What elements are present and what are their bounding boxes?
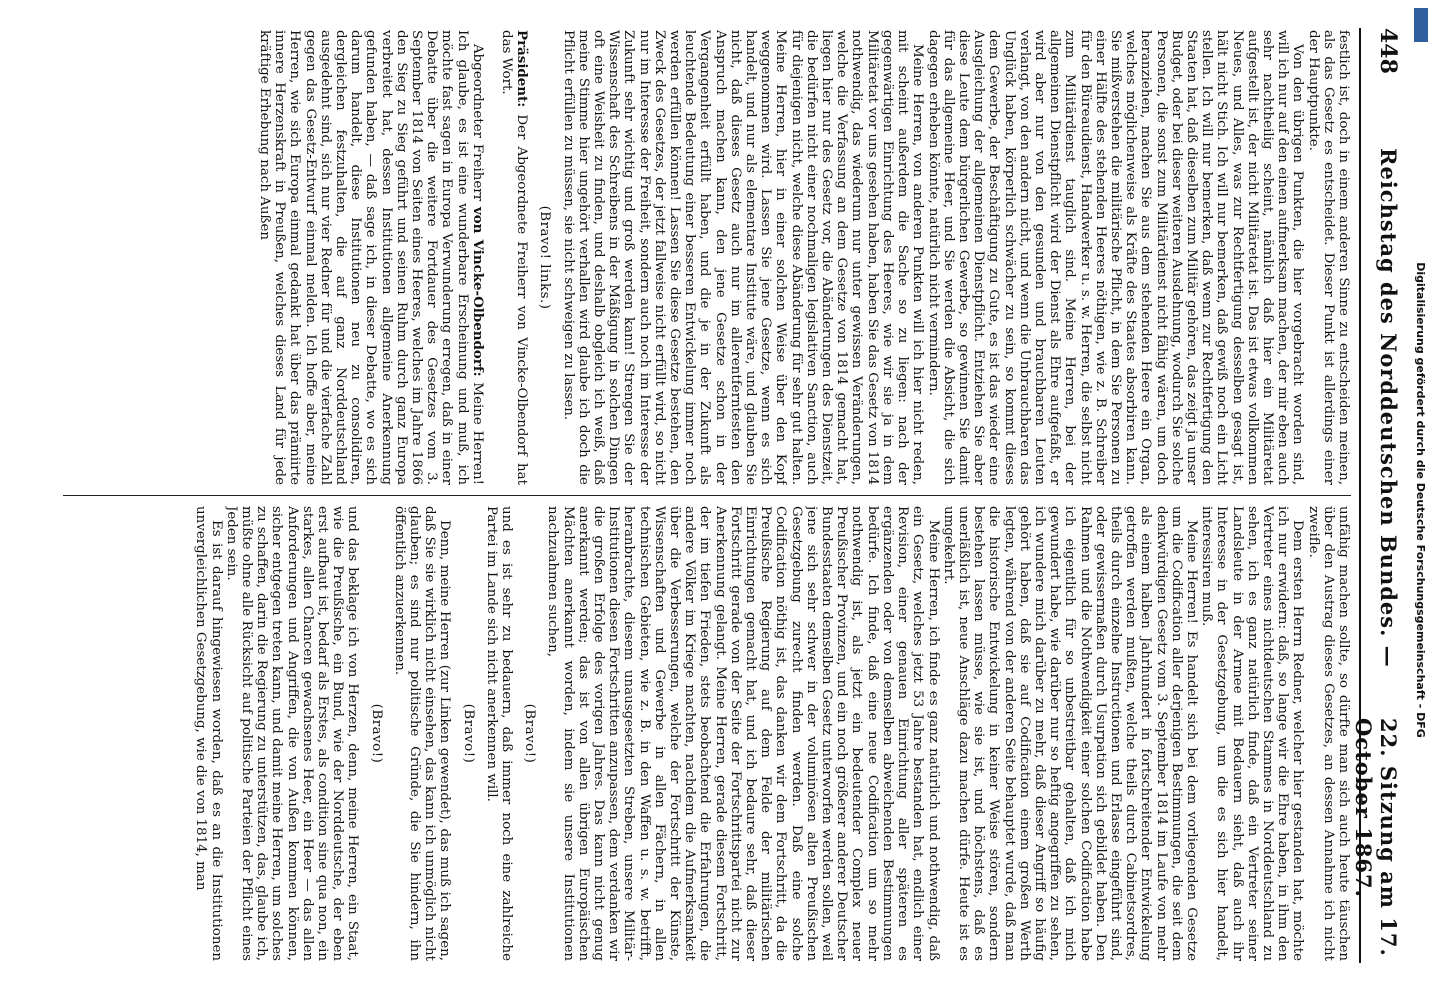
paragraph: Denn, meine Herren (zur Linken gewendet), das muß ich sagen, daß Sie sie wirklich nicht einsehen, das kann ich unmöglich nicht glauben; es sind nur politische Gründe, die Sie hindern, ihn öffentlich anzuerkennen. (391, 506, 453, 961)
paragraph: Meine Herren, von anderen Punkten will ich hier nicht reden, mit scheint außerdem die Sache so zu liegen: nach der gegenwärtigen Einrichtung des Heeres, wie wir sie ja in dem Militäretat vor uns gesehen haben, haben Sie das Gesetz von 1814 nothwendig, das wiederum nur unter gewissen Veränderungen, welche die Verfassung an dem Gesetze von 1814 gemacht hat, liegen hier nur des Gesetz vor, die Abänderungen des Dienstzeit, die bedürfen nicht einer nochmaligen legislativen Sanction, auch für diejenigen nicht, welche diese Abänderung für sehr gut halten. Meine Herren, hier in einer solchen Weise über den Kopf weggenommen wird. Lassen Sie jene Gesetze, wenn es sich handelt, und nur als elementare Institute wäre, und glauben Sie nicht, daß dieses Gesetz auch nur im allerentferntesten den Anspruch machen kann, den jene Gesetze schon in der Vergangenheit erfüllt haben, und die je in der Zukunft als leuchtende Bedeutung einer besseren Entwickelung immer noch werden erfüllen können! Lassen Sie diese Gesetze bestehen, den Zweck des Gesetzes, der jetzt fallweise nicht erfüllt wird, so nicht nur im Interesse der Freiheit, sondern auch noch im Interesse der Zukunft sehr wichtig und groß werden kann! Strengen Sie der Wissenschaft des Schreibens in der Mäßigung in solchen Dingen oft eine Weisheit zu finden, und deshalb obgleich ich weiß, daß meine Stimme hier ungehört verhallen wird glaube ich doch die Pflicht erfüllen zu müssen, sie nicht schweigen zu lassen. (560, 30, 926, 485)
paragraph: Meine Herren, ich finde es ganz natürlich und nothwendig, daß ein Gesetz, welches jetzt 53 Jahre bestanden hat, endlich einer Revision, einer genauen Einrichtung aller späteren es ergänzenden oder von demselben abweichenden Bestimmungen bedürfe. Ich finde, daß eine neue Codification um so mehr nothwendig ist, als jetzt ein bedeutender Complex neuer Preußischer Provinzen, und ein noch größerer anderer Deutscher Bundesstaaten demselben Gesetz unterworfen werden sollen, weil jene sich sehr schwer in der voluminösen alten Preußischen Gesetzgebung zurecht finden werden. Daß eine solche Codification nöthig ist, das danken wir dem Fortschritt, da die Preußische Regierung auf dem Felde der militärischen Einrichtungen gemacht hat, und ich bedaure sehr, daß dieser Fortschritt gerade von der Seite der Fortschrittspartei nicht zur Anerkennung gelangt. Meine Herren, gerade diesem Fortschritt, der im tiefen Frieden, stets beobachtend die Erfahrungen, die andere Völker im Kriege machten, nachdem die Aufmerksamkeit über die Verbesserungen, welche der Fortschritt der Künste, Wissenschaften und Gewerbe in allen Fächern, in allen technischen Gebieten, wie z. B. in den Waffen u. s. w. betrifft, heranbrachte, diesem unausgesetzten Streben, unsere Militär-Institutionen diesen Fortschritten anzupassen, dem verdanken wir die großen Erfolge des vorigen Jahres. Das kann nicht genug anerkannt werden; das ist von allen übrigen Europäischen Mächten anerkannt worden, indem sie unsere Institutionen nachzuahmen suchen, (545, 506, 941, 961)
digitization-note (1411, 6, 1427, 994)
stage-direction: (Bravo!) (368, 703, 384, 764)
digitization-note-text: Digitalisierung gefördert durch die Deutsche Forschungsgemeinschaft - DFG (1414, 262, 1427, 738)
paragraph: und es ist sehr zu bedauern, daß immer noch eine zahlreiche Partei im Lande sich nicht anerkennen will. (483, 506, 515, 961)
left-column (43, 30, 1351, 485)
paragraph: unfähig machen sollte, so dürfte man sich auch heute täuschen über den Austrag dieses Gesetzes, an dessen Annahme ich nicht zweifle. (1305, 506, 1351, 961)
president-text: Der Abgeordnete Freiherr von Vincke-Olbendorf hat das Wort. (499, 30, 530, 485)
scanned-page (3, 8, 1413, 983)
page-number: 448 (1375, 28, 1401, 74)
header-right-title: 22. Sitzung am 17. October 1867. (1351, 718, 1401, 957)
speech-paragraph (257, 30, 485, 485)
stage-direction: (Bravo! links.) (537, 205, 553, 310)
right-column (43, 506, 1351, 961)
paragraph: Es ist darauf hingewiesen worden, daß es an die Institutionen unvergleichlichen Gesetzgebung, wie die von 1814, man (193, 506, 224, 961)
running-head (1351, 28, 1407, 963)
paragraph: Meine Herren! Es handelt sich bei dem vorliegenden Gesetze um die Codification aller derjenigen Bestimmungen, die seit dem denkwürdigen Gesetz vom 3. September 1814 im Laufe von mehr als einem halben Jahrhundert in fortschreitender Entwickelung getroffen werden mußten, welche theils durch Cabinetsordres, theils durch einzelne Instructionen und Erlasse eingeführt sind, oder gewissermaßen durch Usurpation sich gebildet haben. Den Rahmen und die Nothwendigkeit einer solchen Codification habe ich eigentlich für so unbestreitbar gehalten, daß ich mich gewundert habe, wie darüber nur so heftig angegriffen zu sehen, ich wundere mich darüber zu mehr, daß dieser Angriff so häufig gehört haben, daß sie auf Codification einem großen Werth legten, während von der anderen Seite behauptet wurde, daß man die historische Entwickelung in keiner Weise stören, sondern bestehen lassen müsse, wie sie ist, und höchstens, daß es unerläßlich ist, neue Anschläge dazu machen dürfe. Heute ist es umgekehrt. (940, 506, 1199, 961)
paragraph: Dem ersten Herrn Redner, welcher hier gestanden hat, möchte ich nur erwidern: daß, so lange wir die Ehre haben, in ihm den Vertreter eines nichtdeutschen Stammes in Norddeutschland zu sehen, ich es ganz natürlich finde, daß ein Vertreter seiner Landsleute in der Armee mit Bedauern sieht, daß auch ihr Interesse in der Gesetzgebung, um die es sich hier handelt, interessiren muß. (1199, 506, 1306, 961)
paragraph: Von den übrigen Punkten, die hier vorgebracht worden sind, will ich nur auf den einen aufmerksam machen, der mir eben auch sehr nachtheilig scheint, nämlich daß hier ein Militäretat aufgestellt ist, der nicht Militäretat ist. Das ist etwas vollkommen Neues, und Alles, was zur Rechtfertigung desselben gesagt ist, hält nicht Stich. Ich will nur bemerken, daß gewiß noch ein Licht stellen. Ich will nur bemerken, daß wenn zur Rechtfertigung den Staaten hat, daß dieselben zum Militär gehören, das zeigt ja unser Budget, oder bei dieser weiteren Ausdehnung, wodurch Sie solche Personen, die sonst zum Militärdienst nicht fähig wären, um doch heranziehen, machen Sie aus dem stehenden Heere ein Organ, welches möglichenweise als Kräfte des Staates absorbiren kann. Sie mißverstehen die militärische Pflicht, in dem Sie Personen zu einer Hälfte des stehenden Heeres nöthigen, wie z. B. Schreiber für den Büreaudienst, Handwerker u. s. w. Herren, die selbst nicht zum Militärdienst tauglich sind. Meine Herren, bei der allgemeinen Dienstpflicht wird der Dienst als Ehre aufgefaßt, er wird aber nur von den gesunden und brauchbaren Leuten verlangt, von den andern nicht, und wenn die Unbrauchbaren das Unglück haben, körperlich schwächer zu sein, so kommt dieses dem Gewerbe, der Beschäftigung zu Gute, es ist das wieder eine Ausgleichung der allgemeinen Dienstpflicht. Entziehen Sie aber diese Leute dem bürgerlichen Gewerbe, so gewinnen Sie damit für das allgemeine Heer, und Sie werden die Absicht, die sich dagegen erheben könnte, natürlich nicht vermindern. (925, 30, 1306, 485)
paragraph: und das beklage ich von Herzen, denn, meine Herren, ein Staat, wie die Preußische, ein Bund, wie der Norddeutsche, der eben erst aufbaut ist, bedarf als Erstes, als condition sine qua non, ein starkes, allen Chancen gewachsenes Heer, ein Heer — das allen Anforderungen und Angriffen, die von Außen kommen können, sicher entgegen treten kann, und damit meine Herren, um solches zu schaffen, darin die Regierung zu unterstützen, das, glaube ich, müßte ohne alle Rücksicht auf politische Parteien der Pflicht eines Jeden sein. (223, 506, 361, 961)
column-divider (63, 495, 1351, 496)
header-left-title: Reichstag des Norddeutschen Bundes. — (1376, 148, 1401, 668)
speaker-label: Präsident: (514, 30, 531, 108)
president-paragraph (499, 30, 529, 485)
paragraph: festlich ist, doch in einem anderen Sinne zu entscheiden meinen, als das Gesetz es entscheidet. Dieser Punkt ist allerdings einer der Hauptpunkte. (1305, 30, 1351, 485)
speaker-name: von Vincke-Olbendorf: (469, 206, 486, 377)
header-rule (1359, 28, 1361, 963)
speech-text: Meine Herren! Ich glaube, es ist eine wunderbare Erscheinung und muß, ich möchte fast sagen in Europa Verwunderung erregen, daß in einer Debatte über die weitere Fortdauer des Gesetzes vom 3. September 1814 von Seiten eines Heeres, welches im Jahre 1866 den Sieg zu Sieg geführt und seinen Ruhm durch ganz Europa verbreitet hat, dessen Institutionen allgemeine Anerkennung gefunden haben, — daß sage ich, in dieser Debatte, wo es sich darum handelt, diese Institutionen neu zu consolidiren, dergleichen festzuhalten, die auf ganz Norddeutschland ausgedehnt sind, sich nur vier Redner für und die vierfache Zahl gegen das Gesetz-Entwurf einmal melden. Ich hoffe aber, meine Herren, wie sich Europa einmal gedankt hat über das prämiirte innere Herzenskraft in Preußen, welches dieses Land für jede kräftige Erhebung nach Außen (256, 30, 485, 485)
speaker-intro: Abgeordneter Freiherr (469, 44, 485, 202)
stage-direction: (Bravo!) (460, 703, 476, 764)
stage-direction: (Bravo!) (522, 703, 538, 764)
